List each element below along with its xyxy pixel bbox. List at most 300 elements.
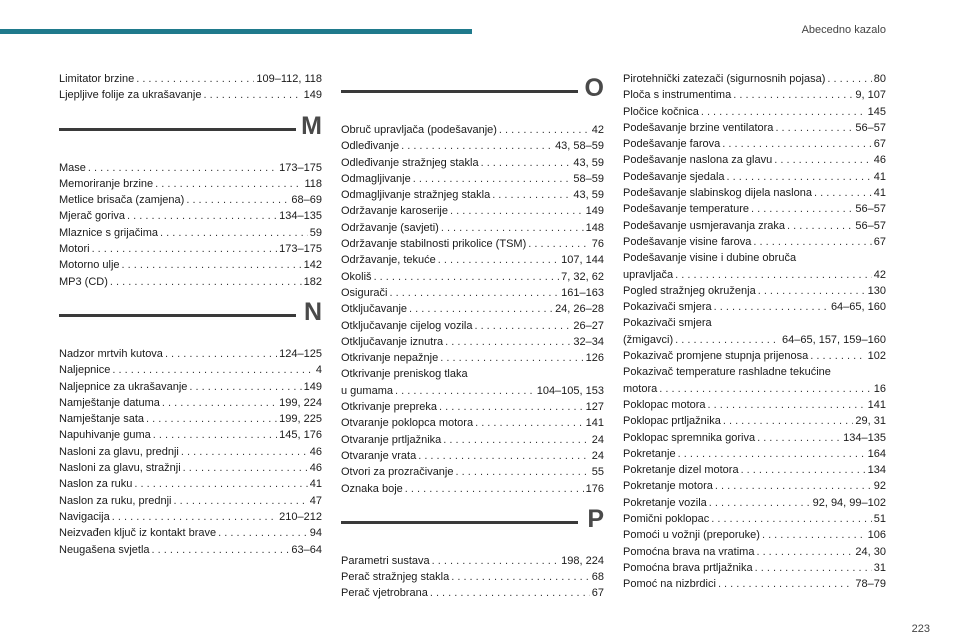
dot-leader: [445, 334, 571, 350]
index-entry: [59, 71, 322, 87]
index-pages: 164: [867, 447, 886, 460]
index-pages: 134: [867, 464, 886, 477]
dot-leader: [430, 585, 590, 601]
index-entry: [623, 169, 886, 185]
index-entry: [341, 138, 604, 154]
dot-leader: [112, 509, 277, 525]
index-entry: [341, 171, 604, 187]
index-entry: [341, 269, 604, 285]
index-pages: 149: [303, 380, 322, 393]
index-term: u gumama: [341, 384, 393, 397]
index-pages: 145: [867, 105, 886, 118]
index-entry: [59, 346, 322, 362]
index-pages: 56–57: [855, 121, 886, 134]
index-term: Podešavanje farova: [623, 138, 721, 151]
index-term: Podešavanje sjedala: [623, 170, 725, 183]
index-entry: [59, 395, 322, 411]
index-entry: [341, 569, 604, 585]
index-pages: 43, 58–59: [555, 140, 604, 153]
index-entry: [341, 301, 604, 317]
index-entry: [341, 236, 604, 252]
index-entry: [341, 334, 604, 350]
index-term: Neugašena svjetla: [59, 543, 150, 556]
dot-leader: [528, 236, 590, 252]
index-entry: [623, 71, 886, 87]
index-term: Odleđivanje stražnjeg stakla: [341, 156, 479, 169]
index-term: Mase: [59, 161, 86, 174]
dot-leader: [122, 257, 302, 273]
index-entry: [341, 481, 604, 497]
index-term: Nadzor mrtvih kutova: [59, 347, 163, 360]
index-pages: 106: [867, 529, 886, 542]
index-pages: 124–125: [279, 347, 322, 360]
index-entry: [341, 448, 604, 464]
index-term: (žmigavci): [623, 333, 674, 346]
section-rule: [341, 521, 578, 524]
index-term: Nasloni za glavu, prednji: [59, 445, 179, 458]
dot-leader: [186, 192, 289, 208]
header-accent-bar: [0, 29, 472, 34]
index-pages: 161–163: [561, 286, 604, 299]
index-term: Naljepnice za ukrašavanje: [59, 380, 188, 393]
dot-leader: [155, 176, 302, 192]
index-term: Podešavanje usmjeravanja zraka: [623, 219, 786, 232]
index-entry: [623, 218, 886, 234]
index-term: Otvori za prozračivanje: [341, 466, 454, 479]
index-entry: [59, 493, 322, 509]
index-pages: 80: [873, 73, 886, 85]
index-term: Održavanje stabilnosti prikolice (TSM): [341, 238, 527, 251]
index-term: Podešavanje temperature: [623, 203, 749, 216]
dot-leader: [675, 332, 780, 348]
index-entry: [623, 152, 886, 168]
dot-leader: [203, 87, 301, 103]
dot-leader: [451, 569, 590, 585]
index-entry: [341, 285, 604, 301]
index-pages: 26–27: [573, 319, 604, 332]
index-entry: [59, 509, 322, 525]
index-term: MP3 (CD): [59, 275, 108, 288]
index-term: Perač vjetrobrana: [341, 587, 428, 600]
index-pages: 92: [873, 480, 886, 493]
index-entry: [623, 413, 886, 429]
dot-leader: [709, 495, 811, 511]
index-pages: 104–105, 153: [536, 384, 604, 397]
index-pages: 109–112, 118: [256, 73, 322, 85]
index-term: Parametri sustava: [341, 554, 430, 567]
index-term: Odleđivanje: [341, 140, 400, 153]
index-entry: [623, 332, 886, 348]
index-entry: [59, 274, 322, 290]
dot-leader: [810, 348, 865, 364]
index-term: Ploča s instrumentima: [623, 89, 732, 102]
dot-leader: [757, 430, 841, 446]
index-pages: 76: [591, 238, 604, 251]
index-column-3: [623, 71, 886, 593]
section-letter: P: [587, 504, 604, 533]
index-term: Namještanje datuma: [59, 396, 160, 409]
dot-leader: [181, 444, 308, 460]
index-term: Mjerač goriva: [59, 210, 126, 223]
dot-leader: [499, 122, 590, 138]
dot-leader: [395, 383, 535, 399]
index-pages: 127: [585, 401, 604, 414]
section-letter: N: [303, 297, 322, 326]
dot-leader: [762, 527, 866, 543]
index-entry: [623, 446, 886, 462]
section-header-n: [59, 298, 322, 338]
index-entry: [59, 208, 322, 224]
index-pages: 41: [309, 478, 322, 491]
dot-leader: [475, 415, 584, 431]
index-entry: [623, 527, 886, 543]
index-pages: 43, 59: [573, 189, 604, 202]
index-term: Održavanje (savjeti): [341, 221, 439, 234]
index-entry: [623, 201, 886, 217]
index-pages: 126: [585, 352, 604, 365]
index-entry: [623, 315, 886, 331]
index-pages: 145, 176: [279, 429, 322, 442]
index-pages: 59: [309, 226, 322, 239]
section-header-o: [341, 74, 604, 114]
section-header-m: [59, 112, 322, 152]
index-entry: [59, 241, 322, 257]
index-pages: 56–57: [855, 219, 886, 232]
index-pages: 68–69: [291, 194, 322, 207]
dot-leader: [165, 346, 277, 362]
dot-leader: [183, 460, 308, 476]
dot-leader: [127, 208, 277, 224]
index-entry: [623, 462, 886, 478]
index-pages: 67: [873, 235, 886, 248]
index-entry: [623, 250, 886, 266]
index-pages: 134–135: [843, 431, 886, 444]
index-pages: 31: [873, 561, 886, 574]
section-rule: [59, 128, 296, 131]
index-entry: [59, 427, 322, 443]
index-pages: 107, 144: [561, 254, 604, 267]
index-pages: 149: [303, 89, 322, 102]
dot-leader: [678, 446, 866, 462]
index-term: Pokazivač promjene stupnja prijenosa: [623, 350, 809, 363]
dot-leader: [409, 301, 553, 317]
index-pages: 210–212: [279, 510, 322, 523]
index-term: Otključavanje: [341, 303, 408, 316]
index-entry: [59, 257, 322, 273]
index-pages: 142: [303, 259, 322, 272]
index-entry: [59, 225, 322, 241]
index-pages: 92, 94, 99–102: [812, 496, 886, 509]
index-term: Motori: [59, 243, 90, 256]
index-entry: [623, 136, 886, 152]
index-entry: [341, 155, 604, 171]
index-pages: 118: [304, 177, 322, 190]
index-term: Otvaranje poklopca motora: [341, 417, 474, 430]
index-term: Pirotehnički zatezači (sigurnosnih pojasa): [623, 73, 826, 85]
dot-leader: [741, 462, 866, 478]
index-entry: [341, 432, 604, 448]
index-entry: [623, 397, 886, 413]
dot-leader: [787, 218, 853, 234]
index-pages: 182: [303, 275, 322, 288]
index-entry: [623, 185, 886, 201]
index-term: Otključavanje cijelog vozila: [341, 319, 473, 332]
index-pages: 42: [591, 124, 604, 136]
index-term: Pokretanje vozila: [623, 496, 707, 509]
dot-leader: [711, 511, 872, 527]
index-entry: [623, 104, 886, 120]
index-entry: [341, 383, 604, 399]
section-letter: M: [301, 111, 322, 140]
index-term: Pomični poklopac: [623, 513, 710, 526]
index-pages: 141: [867, 398, 886, 411]
index-entry: [623, 381, 886, 397]
page-header-title: Abecedno kazalo: [801, 24, 886, 36]
index-column-1: [59, 71, 322, 558]
index-term: Pogled stražnjeg okruženja: [623, 284, 756, 297]
index-term: Otvaranje vrata: [341, 449, 417, 462]
dot-leader: [714, 299, 829, 315]
dot-leader: [727, 169, 872, 185]
dot-leader: [134, 476, 307, 492]
index-pages: 46: [873, 154, 886, 167]
dot-leader: [715, 478, 872, 494]
index-term: Limitator brzine: [59, 73, 135, 85]
index-entry: [341, 585, 604, 601]
index-term: Neizvađen ključ iz kontakt brave: [59, 527, 217, 540]
index-pages: 24, 30: [855, 545, 886, 558]
index-pages: 63–64: [291, 543, 322, 556]
index-term: Podešavanje visine farova: [623, 235, 752, 248]
index-entry: [59, 460, 322, 476]
dot-leader: [153, 427, 277, 443]
index-pages: 67: [873, 138, 886, 151]
index-entry: [59, 444, 322, 460]
dot-leader: [756, 544, 853, 560]
index-entry: [59, 379, 322, 395]
index-entry: [59, 192, 322, 208]
dot-leader: [443, 432, 589, 448]
index-pages: 41: [873, 170, 886, 183]
index-entry: [59, 476, 322, 492]
dot-leader: [438, 252, 559, 268]
index-entry: [341, 187, 604, 203]
index-pages: 16: [873, 382, 886, 395]
dot-leader: [136, 71, 254, 87]
dot-leader: [775, 120, 853, 136]
dot-leader: [374, 269, 560, 285]
index-term: Pokazivači smjera: [623, 317, 712, 330]
index-term: Održavanje, tekuće: [341, 254, 436, 267]
index-entry: [341, 366, 604, 382]
index-term: Podešavanje naslona za glavu: [623, 154, 773, 167]
dot-leader: [753, 234, 871, 250]
index-term: Perač stražnjeg stakla: [341, 571, 450, 584]
dot-leader: [456, 464, 590, 480]
index-entry: [623, 576, 886, 592]
index-term: Napuhivanje guma: [59, 429, 151, 442]
dot-leader: [723, 413, 854, 429]
section-header-p: [341, 505, 604, 545]
index-pages: 102: [867, 350, 886, 363]
index-entry: [341, 415, 604, 431]
index-entry: [623, 299, 886, 315]
index-entry: [623, 234, 886, 250]
index-term: Pločice kočnica: [623, 105, 699, 118]
dot-leader: [733, 87, 853, 103]
index-pages: 134–135: [279, 210, 322, 223]
dot-leader: [827, 71, 871, 87]
index-entry: [59, 411, 322, 427]
index-term: Memoriranje brzine: [59, 177, 154, 190]
index-entry: [59, 525, 322, 541]
index-term: Pokretanje dizel motora: [623, 464, 739, 477]
index-entry: [341, 399, 604, 415]
index-pages: 42: [873, 268, 886, 281]
index-pages: 51: [873, 513, 886, 526]
index-pages: 9, 107: [855, 89, 886, 102]
index-entry: [623, 87, 886, 103]
index-term: Podešavanje slabinskog dijela naslona: [623, 187, 812, 200]
section-letter: O: [584, 74, 604, 102]
index-term: Odmagljivanje stražnjeg stakla: [341, 189, 491, 202]
index-entry: [341, 318, 604, 334]
dot-leader: [413, 171, 572, 187]
index-entry: [341, 464, 604, 480]
index-term: Održavanje karoserije: [341, 205, 448, 218]
index-entry: [341, 553, 604, 569]
index-term: Pokretanje motora: [623, 480, 713, 493]
dot-leader: [481, 155, 572, 171]
index-pages: 130: [867, 284, 886, 297]
index-term: Okoliš: [341, 270, 372, 283]
dot-leader: [722, 136, 872, 152]
dot-leader: [88, 160, 277, 176]
index-term: Pokretanje: [623, 447, 676, 460]
page-number: 223: [911, 623, 930, 635]
index-term: Oznaka boje: [341, 482, 403, 495]
index-term: Nasloni za glavu, stražnji: [59, 462, 181, 475]
index-term: Pomoćna brava na vratima: [623, 545, 755, 558]
dot-leader: [441, 220, 584, 236]
dot-leader: [439, 399, 584, 415]
index-pages: 58–59: [573, 172, 604, 185]
dot-leader: [401, 138, 553, 154]
index-term: Poklopac spremnika goriva: [623, 431, 756, 444]
index-entry: [623, 560, 886, 576]
index-term: Podešavanje brzine ventilatora: [623, 121, 774, 134]
index-entry: [59, 87, 322, 103]
index-pages: 64–65, 157, 159–160: [782, 333, 886, 346]
index-entry: [623, 120, 886, 136]
index-entry: [623, 478, 886, 494]
index-pages: 173–175: [279, 161, 322, 174]
index-pages: 4: [315, 364, 322, 377]
index-term: Naljepnice: [59, 364, 111, 377]
index-column-2: [341, 66, 604, 602]
dot-leader: [405, 481, 584, 497]
index-pages: 7, 32, 62: [561, 270, 604, 283]
index-term: Metlice brisača (zamjena): [59, 194, 185, 207]
index-entry: [623, 495, 886, 511]
dot-leader: [146, 411, 277, 427]
dot-leader: [659, 381, 872, 397]
index-term: Odmagljivanje: [341, 172, 411, 185]
index-term: Otkrivanje preniskog tlaka: [341, 368, 468, 381]
index-term: Podešavanje visine i dubine obruča: [623, 252, 797, 265]
index-pages: 24: [591, 433, 604, 446]
index-pages: 56–57: [855, 203, 886, 216]
dot-leader: [758, 283, 866, 299]
index-entry: [623, 283, 886, 299]
index-pages: 46: [309, 462, 322, 475]
index-entry: [623, 430, 886, 446]
index-entry: [59, 542, 322, 558]
index-pages: 41: [873, 187, 886, 200]
index-pages: 24, 26–28: [555, 303, 604, 316]
index-entry: [59, 176, 322, 192]
index-pages: 32–34: [573, 335, 604, 348]
index-pages: 78–79: [855, 578, 886, 591]
index-term: Mlaznice s grijačima: [59, 226, 159, 239]
index-term: Namještanje sata: [59, 413, 144, 426]
dot-leader: [92, 241, 278, 257]
index-entry: [623, 364, 886, 380]
index-pages: 148: [585, 221, 604, 234]
index-term: Pomoći u vožnji (preporuke): [623, 529, 760, 542]
dot-leader: [814, 185, 872, 201]
index-pages: 198, 224: [561, 554, 604, 567]
index-term: Naslon za ruku, prednji: [59, 494, 172, 507]
index-pages: 199, 225: [279, 413, 322, 426]
index-pages: 24: [591, 449, 604, 462]
index-term: Pokazivači smjera: [623, 301, 712, 314]
index-entry: [59, 362, 322, 378]
dot-leader: [162, 395, 277, 411]
dot-leader: [450, 203, 584, 219]
dot-leader: [432, 553, 560, 569]
dot-leader: [675, 267, 872, 283]
index-term: Osigurači: [341, 286, 388, 299]
index-term: Pomoćna brava prtljažnika: [623, 561, 753, 574]
dot-leader: [751, 201, 853, 217]
dot-leader: [708, 397, 866, 413]
dot-leader: [755, 560, 872, 576]
index-term: Otvaranje prtljažnika: [341, 433, 442, 446]
dot-leader: [218, 525, 308, 541]
dot-leader: [389, 285, 559, 301]
index-entry: [623, 348, 886, 364]
index-term: upravljača: [623, 268, 674, 281]
index-term: Pokazivač temperature rashladne tekućine: [623, 366, 831, 379]
index-pages: 47: [309, 494, 322, 507]
dot-leader: [160, 225, 308, 241]
section-rule: [59, 314, 296, 317]
dot-leader: [440, 350, 583, 366]
index-pages: 29, 31: [855, 415, 886, 428]
index-term: Navigacija: [59, 510, 110, 523]
dot-leader: [774, 152, 872, 168]
index-term: Poklopac prtljažnika: [623, 415, 721, 428]
index-pages: 46: [309, 445, 322, 458]
index-entry: [623, 511, 886, 527]
dot-leader: [152, 542, 290, 558]
index-pages: 173–175: [279, 243, 322, 256]
index-pages: 43, 59: [573, 156, 604, 169]
index-pages: 67: [591, 587, 604, 600]
dot-leader: [701, 104, 866, 120]
index-entry: [623, 267, 886, 283]
